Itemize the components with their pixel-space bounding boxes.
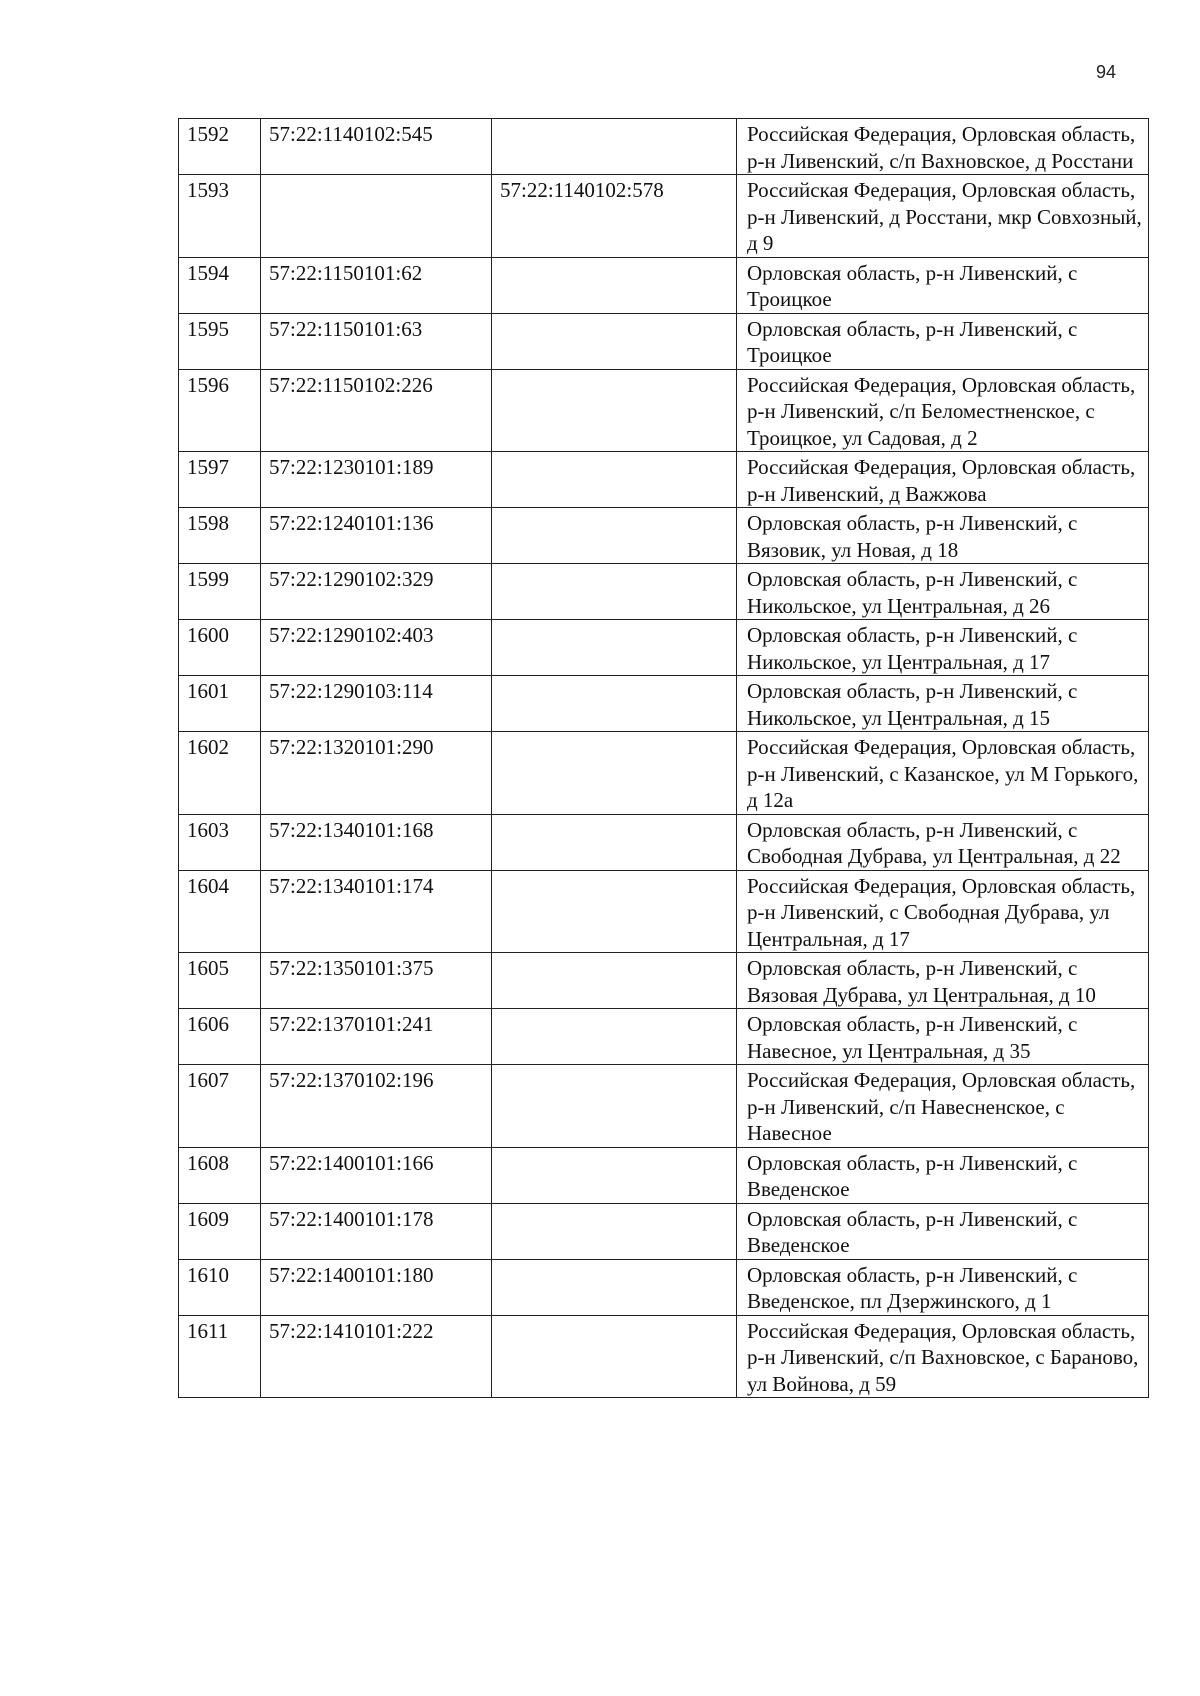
row-number-cell: 1608 bbox=[179, 1147, 261, 1203]
table-row bbox=[179, 1315, 1149, 1398]
row-number-cell: 1606 bbox=[179, 1009, 261, 1065]
cadastral-number-2-cell bbox=[492, 313, 737, 369]
address-cell: Орловская область, р-н Ливенский, с Введенское bbox=[737, 1147, 1149, 1203]
row-number-cell: 1592 bbox=[179, 119, 261, 175]
cadastral-number-cell: 57:22:1230101:189 bbox=[261, 452, 492, 508]
row-number-cell: 1599 bbox=[179, 564, 261, 620]
cadastral-number-2-cell bbox=[492, 508, 737, 564]
address-cell: Российская Федерация, Орловская область, р-н Ливенский, д Важжова bbox=[737, 452, 1149, 508]
cadastral-number-2-cell bbox=[492, 620, 737, 676]
cadastral-number-2-cell bbox=[492, 452, 737, 508]
row-number-cell: 1595 bbox=[179, 313, 261, 369]
address-cell: Орловская область, р-н Ливенский, с Троицкое bbox=[737, 313, 1149, 369]
table-row bbox=[179, 369, 1149, 452]
row-number-cell: 1609 bbox=[179, 1203, 261, 1259]
cadastral-number-2-cell: 57:22:1140102:578 bbox=[492, 175, 737, 258]
table-row bbox=[179, 257, 1149, 313]
row-number-cell: 1607 bbox=[179, 1065, 261, 1148]
cadastral-number-cell: 57:22:1150101:63 bbox=[261, 313, 492, 369]
table-row bbox=[179, 732, 1149, 815]
row-number-cell: 1596 bbox=[179, 369, 261, 452]
cadastral-number-2-cell bbox=[492, 1009, 737, 1065]
cadastral-number-2-cell bbox=[492, 1315, 737, 1398]
cadastral-number-cell: 57:22:1400101:178 bbox=[261, 1203, 492, 1259]
cadastral-number-cell: 57:22:1350101:375 bbox=[261, 953, 492, 1009]
cadastral-number-cell: 57:22:1370102:196 bbox=[261, 1065, 492, 1148]
cadastral-number-2-cell bbox=[492, 870, 737, 953]
table-row bbox=[179, 313, 1149, 369]
cadastral-number-cell: 57:22:1320101:290 bbox=[261, 732, 492, 815]
table-row bbox=[179, 175, 1149, 258]
cadastral-number-cell: 57:22:1140102:545 bbox=[261, 119, 492, 175]
table-row bbox=[179, 564, 1149, 620]
table-row bbox=[179, 953, 1149, 1009]
address-cell: Орловская область, р-н Ливенский, с Вязовик, ул Новая, д 18 bbox=[737, 508, 1149, 564]
cadastral-number-2-cell bbox=[492, 257, 737, 313]
cadastral-number-2-cell bbox=[492, 369, 737, 452]
cadastral-number-2-cell bbox=[492, 953, 737, 1009]
table-row bbox=[179, 676, 1149, 732]
table-row bbox=[179, 1203, 1149, 1259]
table-row bbox=[179, 119, 1149, 175]
row-number-cell: 1611 bbox=[179, 1315, 261, 1398]
table-row bbox=[179, 1065, 1149, 1148]
cadastral-number-2-cell bbox=[492, 1147, 737, 1203]
cadastral-number-2-cell bbox=[492, 1203, 737, 1259]
row-number-cell: 1598 bbox=[179, 508, 261, 564]
row-number-cell: 1604 bbox=[179, 870, 261, 953]
table-row bbox=[179, 452, 1149, 508]
cadastral-number-cell: 57:22:1150102:226 bbox=[261, 369, 492, 452]
address-cell: Орловская область, р-н Ливенский, с Навесное, ул Центральная, д 35 bbox=[737, 1009, 1149, 1065]
table-row bbox=[179, 620, 1149, 676]
address-cell: Российская Федерация, Орловская область, р-н Ливенский, с/п Вахновское, с Бараново, ул Войнова, д 59 bbox=[737, 1315, 1149, 1398]
table-row bbox=[179, 1009, 1149, 1065]
row-number-cell: 1605 bbox=[179, 953, 261, 1009]
table-row bbox=[179, 1259, 1149, 1315]
table-row bbox=[179, 814, 1149, 870]
address-cell: Российская Федерация, Орловская область, р-н Ливенский, д Росстани, мкр Совхозный, д 9 bbox=[737, 175, 1149, 258]
row-number-cell: 1597 bbox=[179, 452, 261, 508]
address-cell: Российская Федерация, Орловская область, р-н Ливенский, с/п Вахновское, д Росстани bbox=[737, 119, 1149, 175]
row-number-cell: 1603 bbox=[179, 814, 261, 870]
cadastral-number-2-cell bbox=[492, 564, 737, 620]
address-cell: Орловская область, р-н Ливенский, с Никольское, ул Центральная, д 15 bbox=[737, 676, 1149, 732]
cadastral-number-2-cell bbox=[492, 814, 737, 870]
cadastral-number-2-cell bbox=[492, 676, 737, 732]
cadastral-number-2-cell bbox=[492, 732, 737, 815]
address-cell: Российская Федерация, Орловская область, р-н Ливенский, с Свободная Дубрава, ул Центральная, д 17 bbox=[737, 870, 1149, 953]
address-cell: Орловская область, р-н Ливенский, с Вязовая Дубрава, ул Центральная, д 10 bbox=[737, 953, 1149, 1009]
row-number-cell: 1610 bbox=[179, 1259, 261, 1315]
cadastral-number-cell: 57:22:1290102:403 bbox=[261, 620, 492, 676]
cadastral-number-cell: 57:22:1400101:166 bbox=[261, 1147, 492, 1203]
address-cell: Орловская область, р-н Ливенский, с Свободная Дубрава, ул Центральная, д 22 bbox=[737, 814, 1149, 870]
cadastral-number-cell: 57:22:1410101:222 bbox=[261, 1315, 492, 1398]
cadastral-number-cell: 57:22:1150101:62 bbox=[261, 257, 492, 313]
table-row bbox=[179, 508, 1149, 564]
cadastral-number-2-cell bbox=[492, 1259, 737, 1315]
address-cell: Орловская область, р-н Ливенский, с Введенское bbox=[737, 1203, 1149, 1259]
row-number-cell: 1600 bbox=[179, 620, 261, 676]
cadastral-number-cell: 57:22:1290103:114 bbox=[261, 676, 492, 732]
cadastral-number-cell: 57:22:1370101:241 bbox=[261, 1009, 492, 1065]
row-number-cell: 1601 bbox=[179, 676, 261, 732]
registry-table bbox=[178, 118, 1149, 1398]
address-cell: Российская Федерация, Орловская область, р-н Ливенский, с/п Навесненское, с Навесное bbox=[737, 1065, 1149, 1148]
row-number-cell: 1593 bbox=[179, 175, 261, 258]
cadastral-number-cell: 57:22:1340101:174 bbox=[261, 870, 492, 953]
address-cell: Российская Федерация, Орловская область, р-н Ливенский, с Казанское, ул М Горького, д 12а bbox=[737, 732, 1149, 815]
address-cell: Орловская область, р-н Ливенский, с Никольское, ул Центральная, д 26 bbox=[737, 564, 1149, 620]
cadastral-number-cell: 57:22:1290102:329 bbox=[261, 564, 492, 620]
address-cell: Российская Федерация, Орловская область, р-н Ливенский, с/п Беломестненское, с Троицкое, ул Садовая, д 2 bbox=[737, 369, 1149, 452]
cadastral-number-cell: 57:22:1340101:168 bbox=[261, 814, 492, 870]
row-number-cell: 1594 bbox=[179, 257, 261, 313]
registry-table-body bbox=[179, 119, 1149, 1398]
cadastral-number-cell bbox=[261, 175, 492, 258]
cadastral-number-cell: 57:22:1400101:180 bbox=[261, 1259, 492, 1315]
address-cell: Орловская область, р-н Ливенский, с Троицкое bbox=[737, 257, 1149, 313]
table-row bbox=[179, 1147, 1149, 1203]
page-number: 94 bbox=[1096, 62, 1117, 82]
cadastral-number-2-cell bbox=[492, 1065, 737, 1148]
address-cell: Орловская область, р-н Ливенский, с Введенское, пл Дзержинского, д 1 bbox=[737, 1259, 1149, 1315]
row-number-cell: 1602 bbox=[179, 732, 261, 815]
table-row bbox=[179, 870, 1149, 953]
cadastral-number-2-cell bbox=[492, 119, 737, 175]
address-cell: Орловская область, р-н Ливенский, с Никольское, ул Центральная, д 17 bbox=[737, 620, 1149, 676]
cadastral-number-cell: 57:22:1240101:136 bbox=[261, 508, 492, 564]
